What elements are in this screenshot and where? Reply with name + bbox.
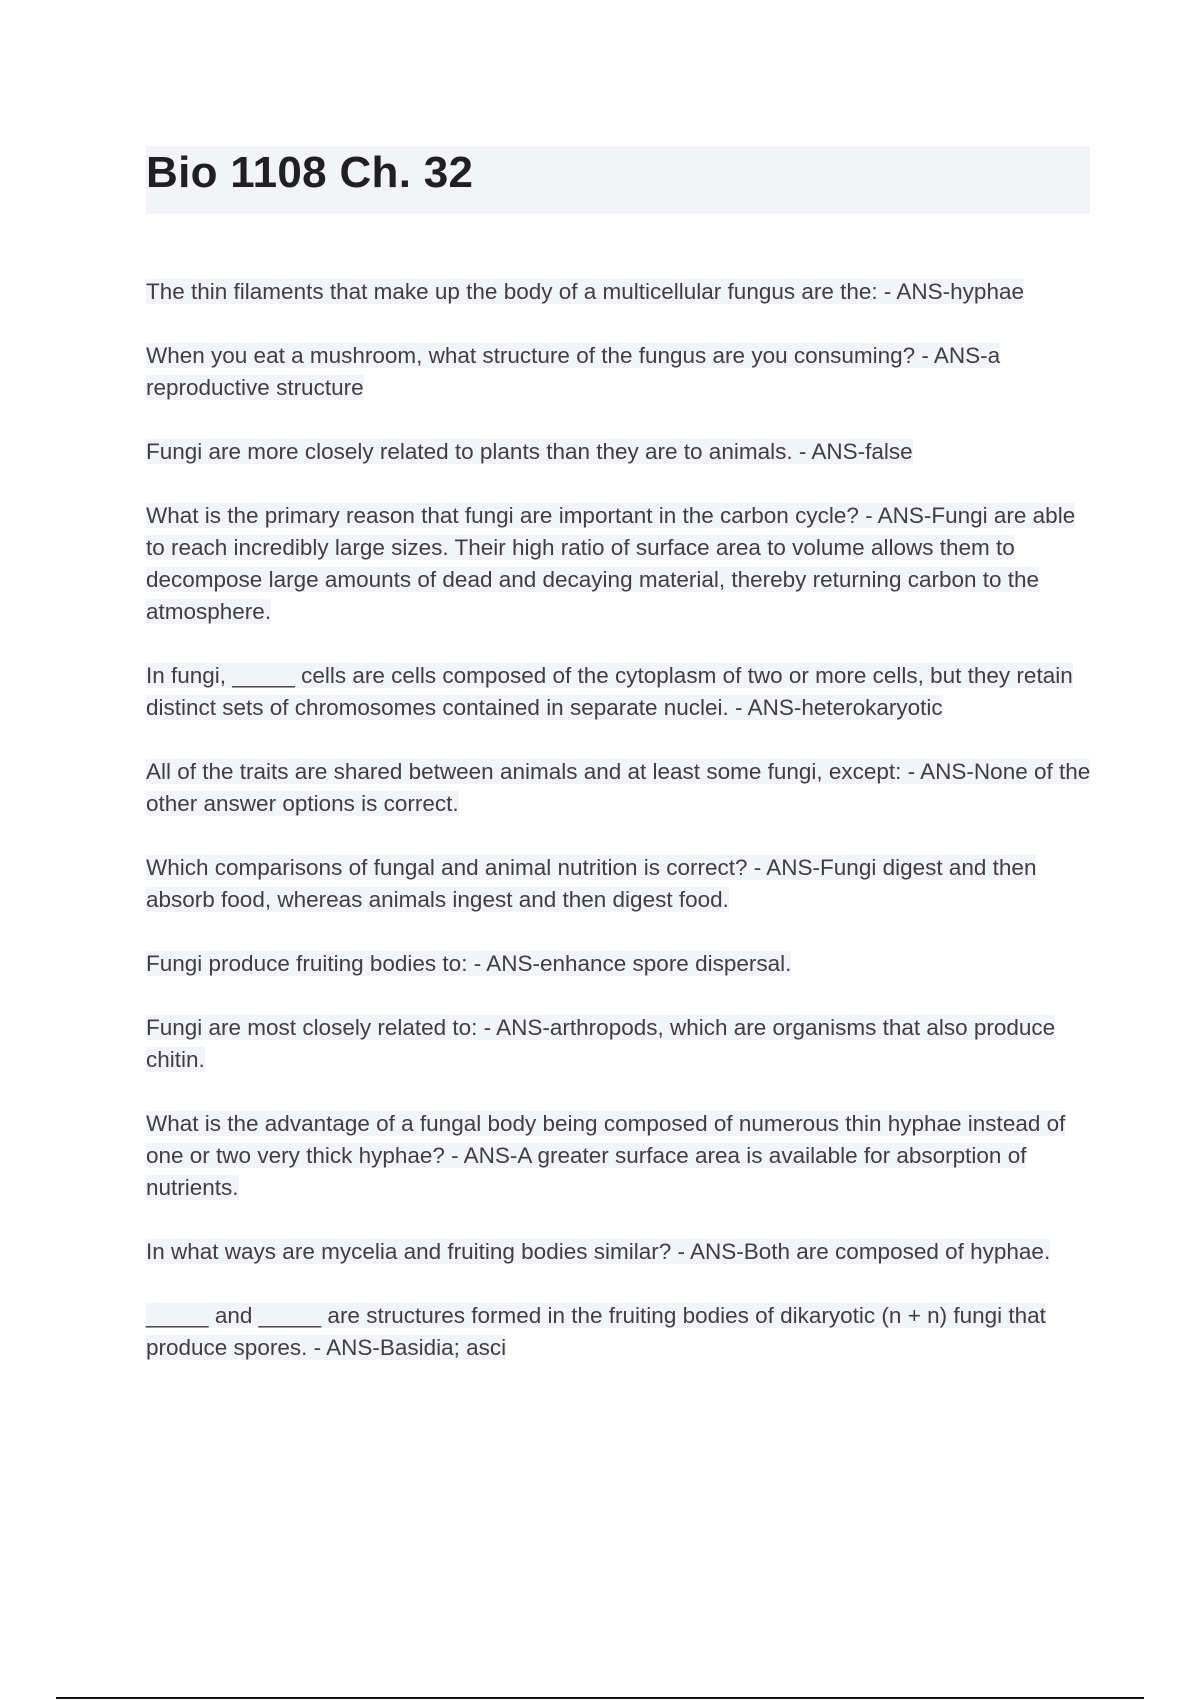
qa-text: In fungi, _____ cells are cells composed of the cytoplasm of two or more cells, but they retain distinct sets of chromosomes contained in separate nuclei. - ANS-heterokaryotic — [146, 663, 1073, 720]
qa-item — [146, 852, 1096, 916]
footer-divider — [56, 1697, 1144, 1699]
qa-item — [146, 1300, 1096, 1364]
document-title: Bio 1108 Ch. 32 — [146, 148, 474, 197]
qa-item — [146, 276, 1096, 308]
qa-item — [146, 948, 1096, 980]
qa-item — [146, 1236, 1096, 1268]
qa-item — [146, 500, 1096, 628]
qa-text: Fungi are more closely related to plants than they are to animals. - ANS-false — [146, 439, 913, 464]
qa-text: What is the advantage of a fungal body being composed of numerous thin hyphae instead of one or two very thick hyphae? - ANS-A greater surface area is available for absorption of nutrients. — [146, 1111, 1066, 1200]
qa-text: Fungi are most closely related to: - ANS-arthropods, which are organisms that also produce chitin. — [146, 1015, 1056, 1072]
qa-item — [146, 1012, 1096, 1076]
qa-item — [146, 1108, 1096, 1204]
qa-text: _____ and _____ are structures formed in the fruiting bodies of dikaryotic (n + n) fungi that produce spores. - ANS-Basidia; asci — [146, 1303, 1046, 1360]
qa-text: The thin filaments that make up the body of a multicellular fungus are the: - ANS-hyphae — [146, 279, 1024, 304]
qa-item — [146, 436, 1096, 468]
qa-text: All of the traits are shared between animals and at least some fungi, except: - ANS-None of the other answer options is correct. — [146, 759, 1091, 816]
qa-text: Which comparisons of fungal and animal nutrition is correct? - ANS-Fungi digest and then absorb food, whereas animals ingest and then digest food. — [146, 855, 1037, 912]
qa-text: In what ways are mycelia and fruiting bodies similar? - ANS-Both are composed of hyphae. — [146, 1239, 1051, 1264]
qa-item — [146, 756, 1096, 820]
qa-item — [146, 340, 1096, 404]
qa-text: Fungi produce fruiting bodies to: - ANS-enhance spore dispersal. — [146, 951, 792, 976]
qa-item — [146, 660, 1096, 724]
qa-text: What is the primary reason that fungi are important in the carbon cycle? - ANS-Fungi are able to reach incredibly large sizes. Their high ratio of surface area to volume allows them to decompose large amounts of dead and decaying material, thereby returning carbon to the atmosphere. — [146, 503, 1076, 624]
question-answer-list — [146, 276, 1096, 1396]
qa-text: When you eat a mushroom, what structure of the fungus are you consuming? - ANS-a reproductive structure — [146, 343, 1001, 400]
